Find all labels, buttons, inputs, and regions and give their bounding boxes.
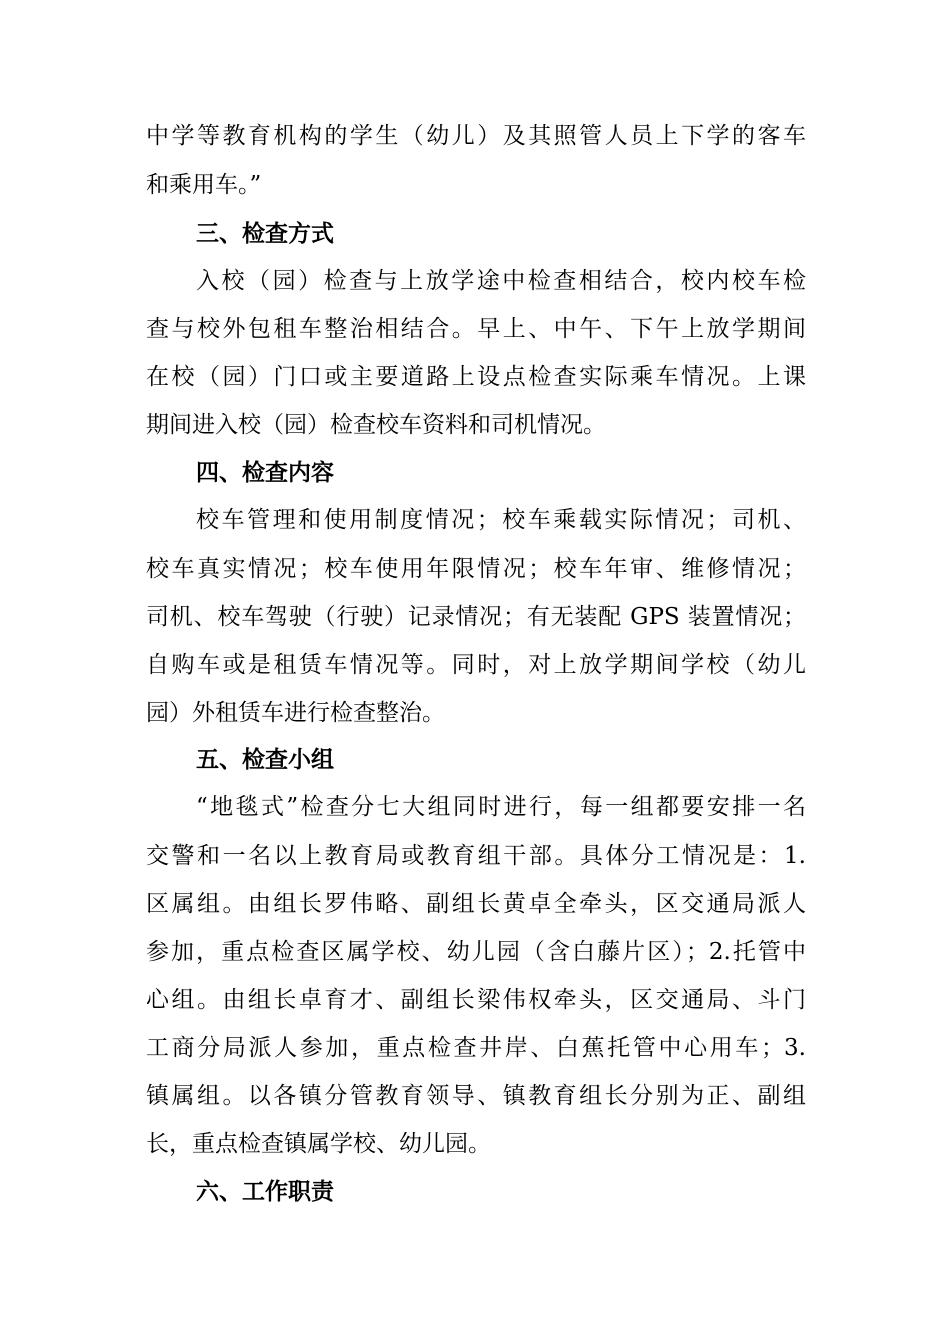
body-text-line: 在校（园）门口或主要道路上设点检查实际乘车情况。上课 xyxy=(146,364,806,390)
section-heading-inspection-content: 四、检查内容 xyxy=(196,460,334,486)
body-text-line: 中学等教育机构的学生（幼儿）及其照管人员上下学的客车 xyxy=(146,123,806,149)
body-text-line: 校车真实情况；校车使用年限情况；校车年审、维修情况； xyxy=(146,556,806,582)
body-text-line: 和乘用车。” xyxy=(146,172,262,198)
body-text-line: 期间进入校（园）检查校车资料和司机情况。 xyxy=(146,412,606,438)
body-text-line: 园）外租赁车进行检查整治。 xyxy=(146,700,445,726)
body-text-line: 区属组。由组长罗伟略、副组长黄卓全牵头，区交通局派人 xyxy=(146,891,806,917)
body-text-line: 参加，重点检查区属学校、幼儿园（含白藤片区）；2.托管中 xyxy=(146,939,806,965)
body-text-line: 心组。由组长卓育才、副组长梁伟权牵头，区交通局、斗门 xyxy=(146,987,806,1013)
body-text-line: 工商分局派人参加，重点检查井岸、白蕉托管中心用车；3. xyxy=(146,1035,806,1061)
body-text-line: 交警和一名以上教育局或教育组干部。具体分工情况是：1. xyxy=(146,843,806,869)
body-text-line: 入校（园）检查与上放学途中检查相结合，校内校车检 xyxy=(196,268,806,294)
section-heading-inspection-method: 三、检查方式 xyxy=(196,221,334,247)
body-text-line: 自购车或是租赁车情况等。同时，对上放学期间学校（幼儿 xyxy=(146,652,806,678)
body-text-line: 镇属组。以各镇分管教育领导、镇教育组长分别为正、副组 xyxy=(146,1083,806,1109)
body-text-line: 长，重点检查镇属学校、幼儿园。 xyxy=(146,1131,491,1157)
body-text-line: 司机、校车驾驶（行驶）记录情况；有无装配 GPS 装置情况； xyxy=(146,604,806,630)
body-text-line: 校车管理和使用制度情况；校车乘载实际情况；司机、 xyxy=(196,507,806,533)
body-text-line: “地毯式”检查分七大组同时进行，每一组都要安排一名 xyxy=(196,794,806,820)
body-text-line: 查与校外包租车整治相结合。早上、中午、下午上放学期间 xyxy=(146,316,806,342)
section-heading-inspection-groups: 五、检查小组 xyxy=(196,747,334,773)
section-heading-work-responsibilities: 六、工作职责 xyxy=(196,1179,334,1205)
